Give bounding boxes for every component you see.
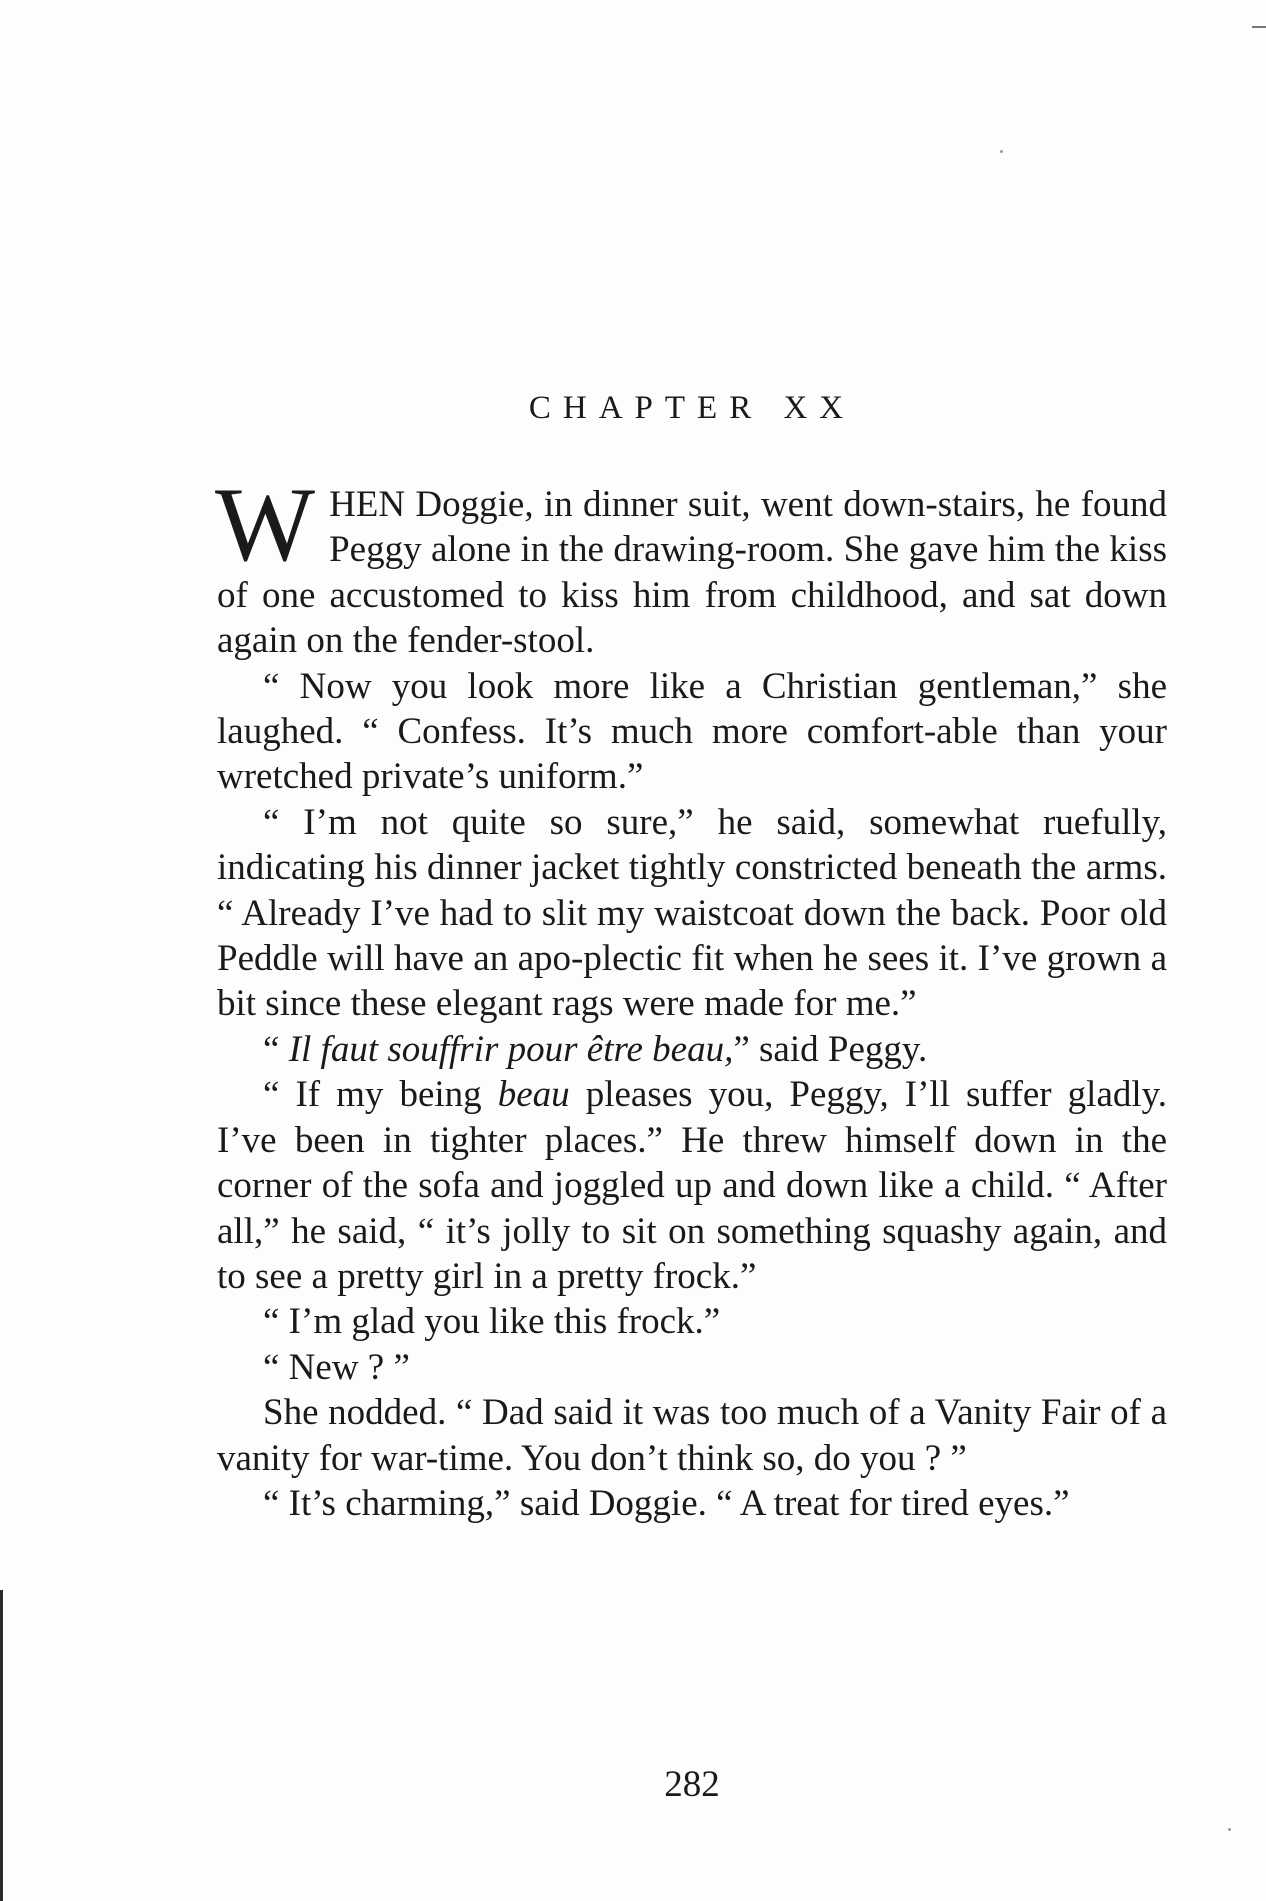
paragraph-8: She nodded. “ Dad said it was too much of a Vanity Fair of a vanity for war-time. You don’t think so, do you ? ”: [217, 1392, 1167, 1479]
paragraph-4: [217, 1027, 1167, 1072]
french-phrase: Il faut souffrir pour être beau,: [288, 1028, 734, 1070]
paragraph-7: “ New ? ”: [263, 1346, 410, 1388]
page-number: 282: [664, 1764, 720, 1805]
gutter-shadow-rule: [0, 1590, 3, 1901]
scan-corner-mark: [1252, 26, 1266, 28]
drop-cap: W: [215, 466, 316, 583]
paragraph-2: “ Now you look more like a Christian gentleman,” she laughed. “ Confess. It’s much more comfort-able than your wretched private’s uniform.”: [217, 665, 1167, 798]
paragraph-4-tail: ” said Peggy.: [733, 1028, 928, 1070]
book-page: [217, 0, 1167, 1901]
paragraph-5-start: “ If my being: [263, 1074, 498, 1116]
paragraph-6: “ I’m glad you like this frock.”: [263, 1301, 721, 1343]
paragraph-1-text: HEN Doggie, in dinner suit, went down-stairs, he found Peggy alone in the drawing-room. She gave him the kiss of one accustomed to kiss him from childhood, and sat down again on the fender-stool.: [217, 484, 1167, 662]
italic-word-beau: beau: [497, 1074, 570, 1116]
paragraph-1: [215, 466, 1167, 664]
paragraph-3: “ I’m not quite so sure,” he said, somewhat ruefully, indicating his dinner jacket tightly constricted beneath the arms. “ Already I’ve had to slit my waistcoat down the back. Poor old Peddle will have an apo-plectic fit when he sees it. I’ve grown a bit since these elegant rags were made for me.”: [217, 801, 1167, 1025]
chapter-heading: CHAPTER XX: [528, 390, 856, 426]
paragraph-5-end: pleases you, Peggy, I’ll suffer gladly. I’ve been in tighter places.” He threw himself down in the corner of the sofa and joggled up and down like a child. “ After all,” he said, “ it’s jolly to sit on something squashy again, and to see a pretty girl in a pretty frock.”: [217, 1074, 1167, 1297]
paragraph-9: “ It’s charming,” said Doggie. “ A treat for tired eyes.”: [263, 1482, 1070, 1524]
scan-speck: [1228, 1828, 1231, 1831]
body-text: [215, 466, 1167, 1526]
quote-open: “: [263, 1028, 289, 1070]
paragraph-5: [217, 1072, 1167, 1299]
